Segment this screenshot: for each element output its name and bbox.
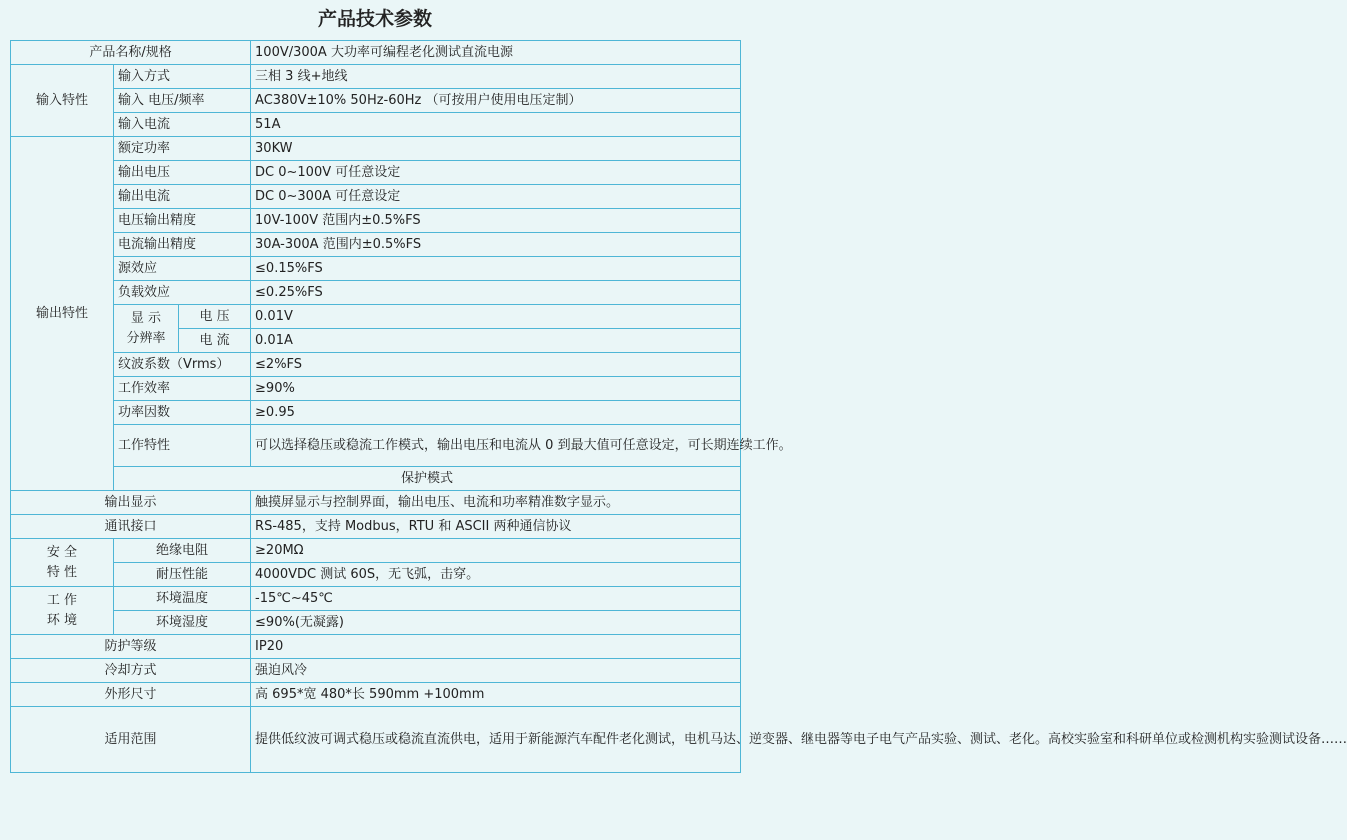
name-label: 产品名称/规格 xyxy=(11,41,251,65)
env-group-label xyxy=(11,587,114,635)
efficiency-label: 工作效率 xyxy=(114,377,251,401)
insulation-value: ≥20MΩ xyxy=(251,539,741,563)
input-voltage-value: AC380V±10% 50Hz-60Hz （可按用户使用电压定制） xyxy=(251,89,741,113)
output-group-label: 输出特性 xyxy=(11,137,114,491)
ip-value: IP20 xyxy=(251,635,741,659)
withstand-label: 耐压性能 xyxy=(114,563,251,587)
display-value: 触摸屏显示与控制界面，输出电压、电流和功率精准数字显示。 xyxy=(251,491,741,515)
table-row xyxy=(11,587,741,611)
out-voltage-value: DC 0~100V 可任意设定 xyxy=(251,161,741,185)
v-accuracy-label: 电压输出精度 xyxy=(114,209,251,233)
table-row xyxy=(11,137,741,161)
input-voltage-label: 输入 电压/频率 xyxy=(114,89,251,113)
res-current-label: 电 流 xyxy=(179,329,251,353)
source-eff-label: 源效应 xyxy=(114,257,251,281)
table-row xyxy=(11,707,741,773)
input-group-label: 输入特性 xyxy=(11,65,114,137)
ip-label: 防护等级 xyxy=(11,635,251,659)
efficiency-value: ≥90% xyxy=(251,377,741,401)
env-group-line-1: 工 作 xyxy=(46,592,78,608)
out-voltage-label: 输出电压 xyxy=(114,161,251,185)
spec-table xyxy=(10,40,1347,773)
table-row xyxy=(11,233,741,257)
resolution-label-line-1: 显 示 xyxy=(130,310,162,326)
table-row xyxy=(11,563,741,587)
table-row xyxy=(11,185,741,209)
ripple-label: 纹波系数（Vrms） xyxy=(114,353,251,377)
resolution-label-line-2: 分辨率 xyxy=(126,330,166,346)
res-current-value: 0.01A xyxy=(251,329,741,353)
table-row xyxy=(11,257,741,281)
table-row xyxy=(11,491,741,515)
source-eff-value: ≤0.15%FS xyxy=(251,257,741,281)
protection-label: 保护模式 xyxy=(114,467,741,491)
name-value: 100V/300A 大功率可编程老化测试直流电源 xyxy=(251,41,741,65)
rated-power-label: 额定功率 xyxy=(114,137,251,161)
power-factor-label: 功率因数 xyxy=(114,401,251,425)
load-eff-value: ≤0.25%FS xyxy=(251,281,741,305)
ripple-value: ≤2%FS xyxy=(251,353,741,377)
application-value: 提供低纹波可调式稳压或稳流直流供电，适用于新能源汽车配件老化测试，电机马达、逆变器、继电器等电子电气产品实验、测试、老化。高校实验室和科研单位或检测机构实验测试设备…… xyxy=(251,707,741,773)
table-row xyxy=(11,659,741,683)
table-row xyxy=(11,377,741,401)
table-row xyxy=(11,89,741,113)
comm-label: 通讯接口 xyxy=(11,515,251,539)
env-humidity-label: 环境湿度 xyxy=(114,611,251,635)
withstand-value: 4000VDC 测试 60S，无飞弧，击穿。 xyxy=(251,563,741,587)
load-eff-label: 负载效应 xyxy=(114,281,251,305)
safety-group-line-1: 安 全 xyxy=(46,544,78,560)
res-voltage-label: 电 压 xyxy=(179,305,251,329)
table-row xyxy=(11,515,741,539)
comm-value: RS-485，支持 Modbus，RTU 和 ASCII 两种通信协议 xyxy=(251,515,741,539)
page-title: 产品技术参数 xyxy=(317,8,432,30)
table-row xyxy=(11,467,741,491)
resolution-label xyxy=(114,305,179,353)
table-row xyxy=(11,635,741,659)
safety-group-label xyxy=(11,539,114,587)
table-row xyxy=(11,353,741,377)
application-label: 适用范围 xyxy=(11,707,251,773)
input-current-value: 51A xyxy=(251,113,741,137)
cooling-label: 冷却方式 xyxy=(11,659,251,683)
table-row xyxy=(11,281,741,305)
i-accuracy-label: 电流输出精度 xyxy=(114,233,251,257)
table-row xyxy=(11,401,741,425)
cooling-value: 强迫风冷 xyxy=(251,659,741,683)
dimension-label: 外形尺寸 xyxy=(11,683,251,707)
insulation-label: 绝缘电阻 xyxy=(114,539,251,563)
table-row xyxy=(11,65,741,89)
i-accuracy-value: 30A-300A 范围内±0.5%FS xyxy=(251,233,741,257)
power-factor-value: ≥0.95 xyxy=(251,401,741,425)
table-row xyxy=(11,161,741,185)
res-voltage-value: 0.01V xyxy=(251,305,741,329)
env-temp-value: -15℃~45℃ xyxy=(251,587,741,611)
rated-power-value: 30KW xyxy=(251,137,741,161)
table-row xyxy=(11,113,741,137)
table-row xyxy=(11,41,741,65)
input-mode-label: 输入方式 xyxy=(114,65,251,89)
input-mode-value: 三相 3 线+地线 xyxy=(251,65,741,89)
table-row xyxy=(11,683,741,707)
v-accuracy-value: 10V-100V 范围内±0.5%FS xyxy=(251,209,741,233)
dimension-value: 高 695*宽 480*长 590mm +100mm xyxy=(251,683,741,707)
table-row xyxy=(11,425,741,467)
env-group-line-2: 环 境 xyxy=(46,612,78,628)
env-humidity-value: ≤90%(无凝露) xyxy=(251,611,741,635)
out-current-value: DC 0~300A 可任意设定 xyxy=(251,185,741,209)
safety-group-line-2: 特 性 xyxy=(46,564,78,580)
display-label: 输出显示 xyxy=(11,491,251,515)
table-row xyxy=(11,611,741,635)
out-current-label: 输出电流 xyxy=(114,185,251,209)
input-current-label: 输入电流 xyxy=(114,113,251,137)
work-char-label: 工作特性 xyxy=(114,425,251,467)
table-row xyxy=(11,209,741,233)
table-row xyxy=(11,305,741,329)
env-temp-label: 环境温度 xyxy=(114,587,251,611)
table-row xyxy=(11,539,741,563)
work-char-value: 可以选择稳压或稳流工作模式，输出电压和电流从 0 到最大值可任意设定，可长期连续工作。 xyxy=(251,425,741,467)
